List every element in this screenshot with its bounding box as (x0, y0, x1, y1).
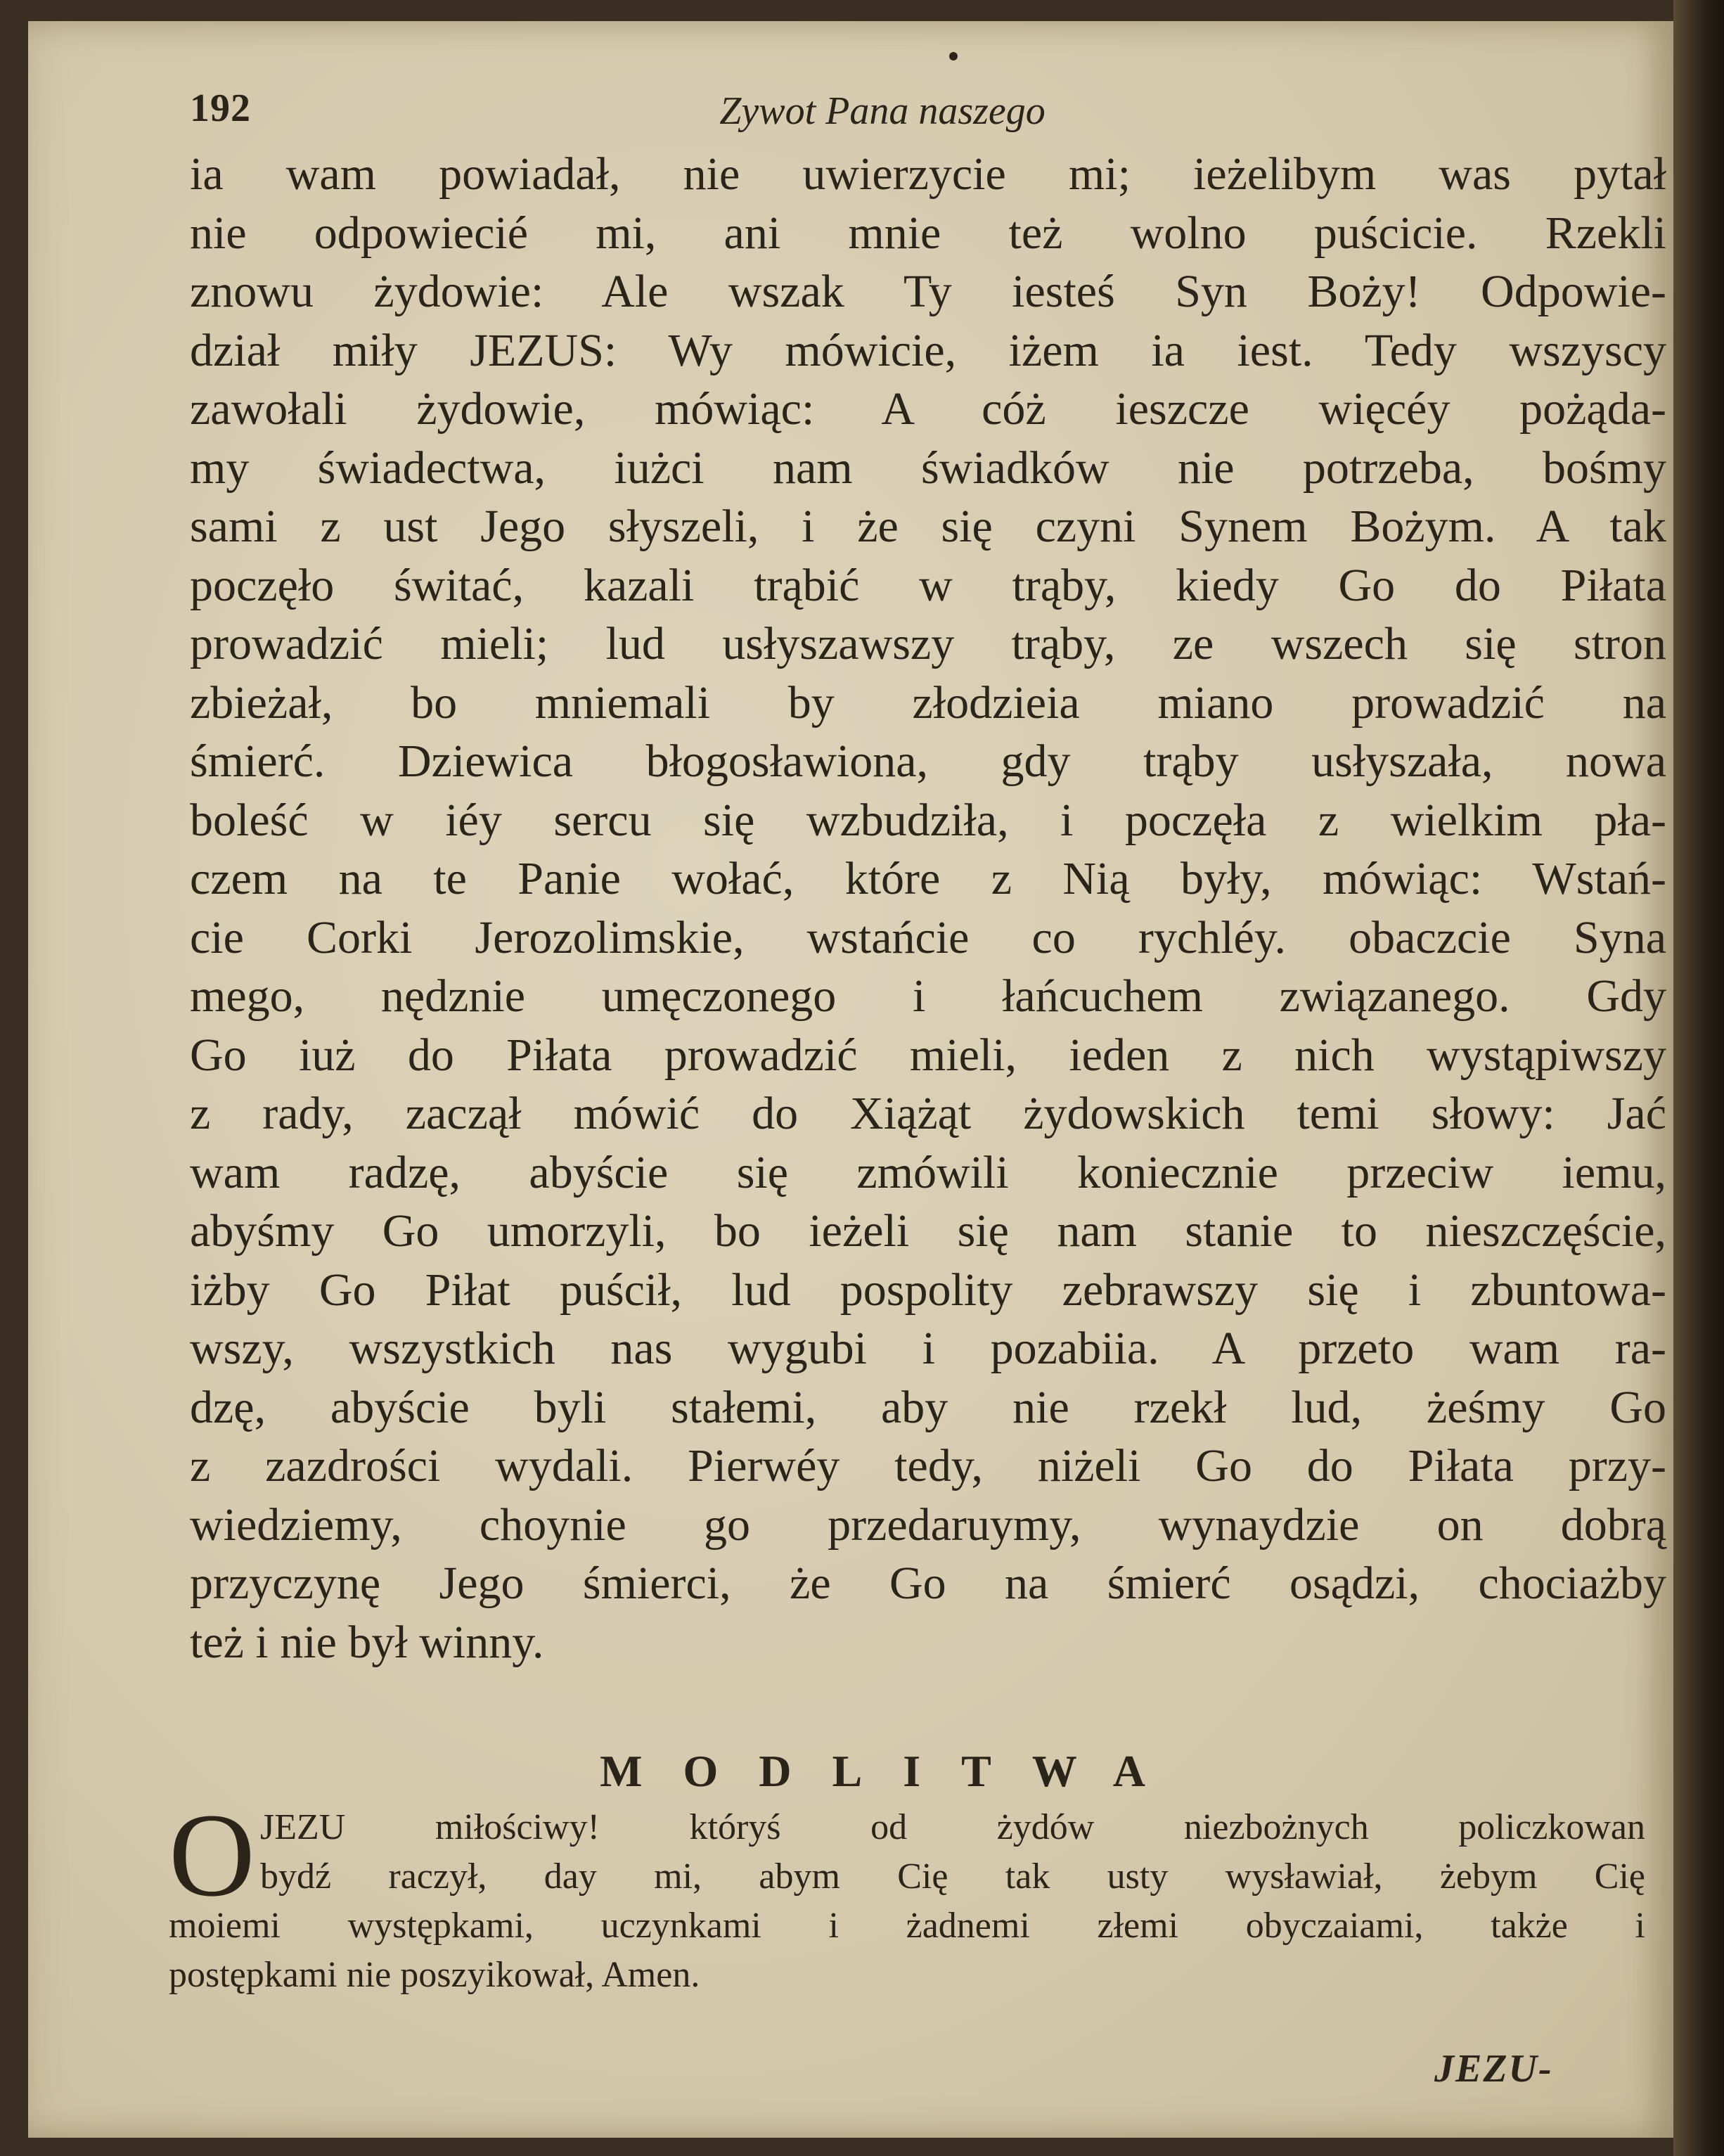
body-line: nie odpowiecié mi, ani mnie też wolno puścicie. Rzekli (190, 207, 1666, 259)
body-line: ia wam powiadał, nie uwierzycie mi; ieżelibym was pytał (190, 148, 1666, 200)
ink-dot (949, 52, 958, 60)
page-header (162, 86, 1603, 142)
prayer-line: bydź raczył, day mi, abym Cię tak usty wysławiał, żebym Cię (260, 1856, 1645, 1897)
body-line: prowadzić mieli; lud usłyszawszy trąby, ze wszech się stron (190, 618, 1666, 669)
running-title: Zywot Pana naszego (719, 89, 1046, 133)
prayer-block (169, 1789, 1645, 2014)
body-line: poczęło świtać, kazali trąbić w trąby, kiedy Go do Piłata (190, 559, 1666, 611)
prayer-heading: MODLITWA (600, 1746, 1186, 1796)
body-line: cie Corki Jerozolimskie, wstańcie co rychléy. obaczcie Syna (190, 911, 1666, 963)
body-line-last: też i nie był winny. (190, 1616, 544, 1668)
book-binding (1673, 0, 1724, 2156)
body-line: my świadectwa, iużci nam świadków nie potrzeba, bośmy (190, 442, 1666, 494)
body-line: czem na te Panie wołać, które z Nią były, mówiąc: Wstań- (190, 853, 1666, 904)
catchword: JEZU- (1434, 2047, 1553, 2091)
body-line: wiedziemy, choynie go przedaruymy, wynaydzie on dobrą (190, 1499, 1666, 1551)
book-page (28, 21, 1673, 2138)
body-line: Go iuż do Piłata prowadzić mieli, ieden z nich wystąpiwszy (190, 1029, 1666, 1081)
prayer-line: moiemi występkami, uczynkami i żadnemi złemi obyczaiami, także i (169, 1906, 1645, 1946)
body-line: wam radzę, abyście się zmówili koniecznie przeciw iemu, (190, 1146, 1666, 1198)
body-line: mego, nędznie umęczonego i łańcuchem związanego. Gdy (190, 970, 1666, 1022)
prayer-line: JEZU miłościwy! któryś od żydów niezbożnych policzkowan (260, 1807, 1645, 1847)
body-line: iżby Go Piłat puścił, lud pospolity zebrawszy się i zbuntowa- (190, 1264, 1666, 1316)
body-text (190, 145, 1666, 1671)
prayer-line-last: postępkami nie poszyikował, Amen. (169, 1955, 700, 1995)
prayer-lines (169, 1803, 1645, 2000)
body-line: znowu żydowie: Ale wszak Ty iesteś Syn Boży! Odpowie- (190, 266, 1666, 317)
body-line: zawołali żydowie, mówiąc: A cóż ieszcze więcéy pożąda- (190, 383, 1666, 435)
body-line: sami z ust Jego słyszeli, i że się czyni Synem Bożym. A tak (190, 501, 1666, 552)
body-line: śmierć. Dziewica błogosławiona, gdy trąby usłyszała, nowa (190, 736, 1666, 787)
body-line: z zazdrości wydali. Pierwéy tedy, niżeli Go do Piłata przy- (190, 1440, 1666, 1491)
body-line: boleść w iéy sercu się wzbudziła, i poczęła z wielkim pła- (190, 794, 1666, 846)
body-line: zbieżał, bo mniemali by złodzieia miano prowadzić na (190, 676, 1666, 729)
body-line: wszy, wszystkich nas wygubi i pozabiia. A przeto wam ra- (190, 1323, 1666, 1374)
body-line: przyczynę Jego śmierci, że Go na śmierć osądzi, chociażby (190, 1558, 1666, 1609)
page-number: 192 (190, 86, 251, 130)
body-line: z rady, zaczął mówić do Xiążąt żydowskich temi słowy: Jać (190, 1088, 1666, 1139)
body-line: dział miły JEZUS: Wy mówicie, iżem ia iest. Tedy wszyscy (190, 324, 1666, 376)
body-line: dzę, abyście byli stałemi, aby nie rzekł lud, żeśmy Go (190, 1381, 1666, 1433)
body-line: abyśmy Go umorzyli, bo ieżeli się nam stanie to nieszczęście, (190, 1205, 1666, 1257)
drop-cap: O (169, 1789, 255, 1921)
